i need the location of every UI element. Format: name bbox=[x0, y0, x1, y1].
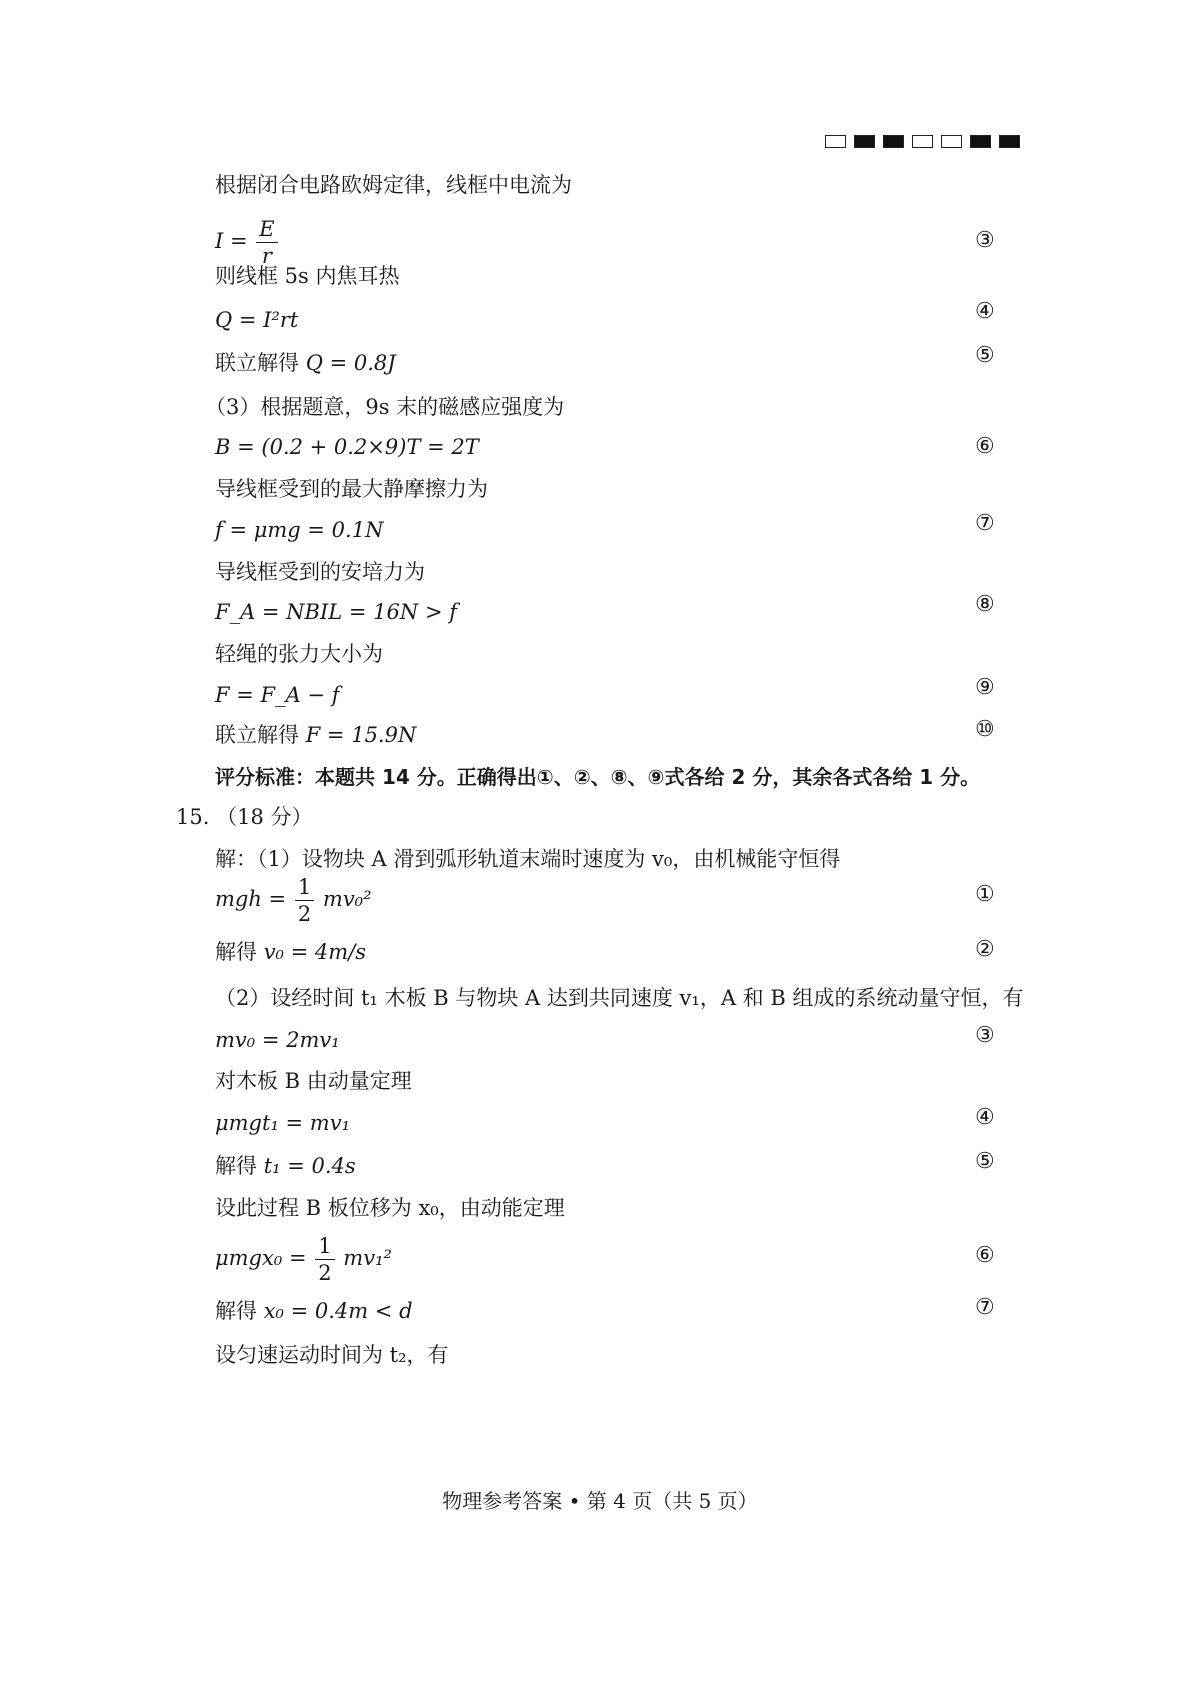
text-line bbox=[215, 720, 1005, 750]
marker-filled bbox=[883, 135, 904, 148]
text-prefix: 解得 bbox=[215, 940, 264, 964]
text-prefix: 联立解得 bbox=[215, 351, 306, 375]
equation-number: ① bbox=[975, 882, 995, 907]
text-line: 设匀速运动时间为 t₂，有 bbox=[215, 1343, 449, 1367]
equation-number: ⑥ bbox=[975, 434, 995, 459]
text-line bbox=[215, 1296, 1005, 1326]
text-prefix: 联立解得 bbox=[215, 723, 306, 747]
equation-ampere: F_A = NBIL = 16N > f bbox=[215, 600, 457, 624]
equation-friction: f = μmg = 0.1N bbox=[215, 518, 384, 542]
text-line: 解：（1）设物块 A 滑到弧形轨道末端时速度为 v₀，由机械能守恒得 bbox=[215, 847, 841, 871]
marker-empty bbox=[941, 135, 962, 148]
text-prefix: 解得 bbox=[215, 1299, 264, 1323]
text-line bbox=[215, 1151, 1005, 1181]
equation-energy bbox=[215, 873, 1005, 927]
marker-empty bbox=[912, 135, 933, 148]
marker-filled bbox=[999, 135, 1020, 148]
equation-result: F = 15.9N bbox=[305, 723, 417, 747]
equation-number: ⑩ bbox=[975, 717, 995, 742]
marker-filled bbox=[854, 135, 875, 148]
fraction bbox=[295, 874, 314, 927]
text-prefix: 解得 bbox=[215, 1154, 264, 1178]
equation-number: ⑦ bbox=[975, 511, 995, 536]
denominator: r bbox=[261, 244, 272, 268]
eq-rhs: mv₁² bbox=[343, 1246, 392, 1270]
question-points: （18 分） bbox=[216, 805, 313, 829]
denominator: 2 bbox=[318, 1261, 332, 1285]
equation-impulse: μmgt₁ = mv₁ bbox=[215, 1111, 351, 1135]
text-line: 设此过程 B 板位移为 x₀，由动能定理 bbox=[215, 1196, 565, 1220]
equation-tension: F = F_A − f bbox=[215, 683, 340, 707]
equation-result: Q = 0.8J bbox=[305, 351, 396, 375]
text-line: 导线框受到的安培力为 bbox=[215, 560, 425, 584]
equation-result: x₀ = 0.4m < d bbox=[263, 1299, 413, 1323]
text-line bbox=[215, 937, 1005, 967]
question-number: 15. bbox=[176, 805, 210, 829]
text-line bbox=[215, 348, 1005, 378]
text-line: 则线框 5s 内焦耳热 bbox=[215, 264, 400, 288]
equation-number: ② bbox=[975, 937, 995, 962]
equation-number: ③ bbox=[975, 228, 995, 253]
denominator: 2 bbox=[297, 902, 312, 926]
equation-field: B = (0.2 + 0.2×9)T = 2T bbox=[215, 435, 479, 459]
numerator: 1 bbox=[295, 874, 314, 901]
question-header bbox=[176, 802, 966, 832]
equation-kinetic bbox=[215, 1232, 1005, 1286]
text-line: 导线框受到的最大静摩擦力为 bbox=[215, 477, 488, 501]
eq-rhs: mv₀² bbox=[322, 887, 372, 911]
equation-momentum: mv₀ = 2mv₁ bbox=[215, 1028, 340, 1052]
eq-lhs: μmgx₀ = bbox=[215, 1246, 307, 1270]
eq-lhs: I = bbox=[215, 229, 248, 253]
marker-empty bbox=[825, 135, 846, 148]
page-footer: 物理参考答案 • 第 4 页（共 5 页） bbox=[442, 1489, 758, 1513]
equation-number: ⑨ bbox=[975, 675, 995, 700]
equation-number: ⑦ bbox=[975, 1295, 995, 1320]
text-line: 对木板 B 由动量定理 bbox=[215, 1069, 412, 1093]
text-line: （2）设经时间 t₁ 木板 B 与物块 A 达到共同速度 v₁，A 和 B 组成的系统动量守恒，有 bbox=[215, 986, 1024, 1010]
numerator: E bbox=[256, 216, 277, 243]
equation-number: ③ bbox=[975, 1023, 995, 1048]
text-line: 轻绳的张力大小为 bbox=[215, 642, 383, 666]
equation-result: t₁ = 0.4s bbox=[263, 1154, 356, 1178]
equation-number: ⑥ bbox=[975, 1243, 995, 1268]
fraction bbox=[315, 1233, 334, 1286]
equation-number: ④ bbox=[975, 299, 995, 324]
equation-number: ⑧ bbox=[975, 592, 995, 617]
registration-marks bbox=[825, 135, 1020, 148]
eq-lhs: mgh = bbox=[215, 887, 287, 911]
equation-number: ④ bbox=[975, 1105, 995, 1130]
equation-number: ⑤ bbox=[975, 343, 995, 368]
text-line: 根据闭合电路欧姆定律，线框中电流为 bbox=[215, 173, 572, 197]
scoring-criteria: 评分标准：本题共 14 分。正确得出①、②、⑧、⑨式各给 2 分，其余各式各给 1 分。 bbox=[215, 765, 981, 789]
equation-result: v₀ = 4m/s bbox=[263, 940, 367, 964]
numerator: 1 bbox=[315, 1233, 334, 1260]
equation-number: ⑤ bbox=[975, 1149, 995, 1174]
text-line: （3）根据题意，9s 末的磁感应强度为 bbox=[205, 395, 565, 419]
marker-filled bbox=[970, 135, 991, 148]
equation-heat: Q = I²rt bbox=[215, 308, 299, 332]
